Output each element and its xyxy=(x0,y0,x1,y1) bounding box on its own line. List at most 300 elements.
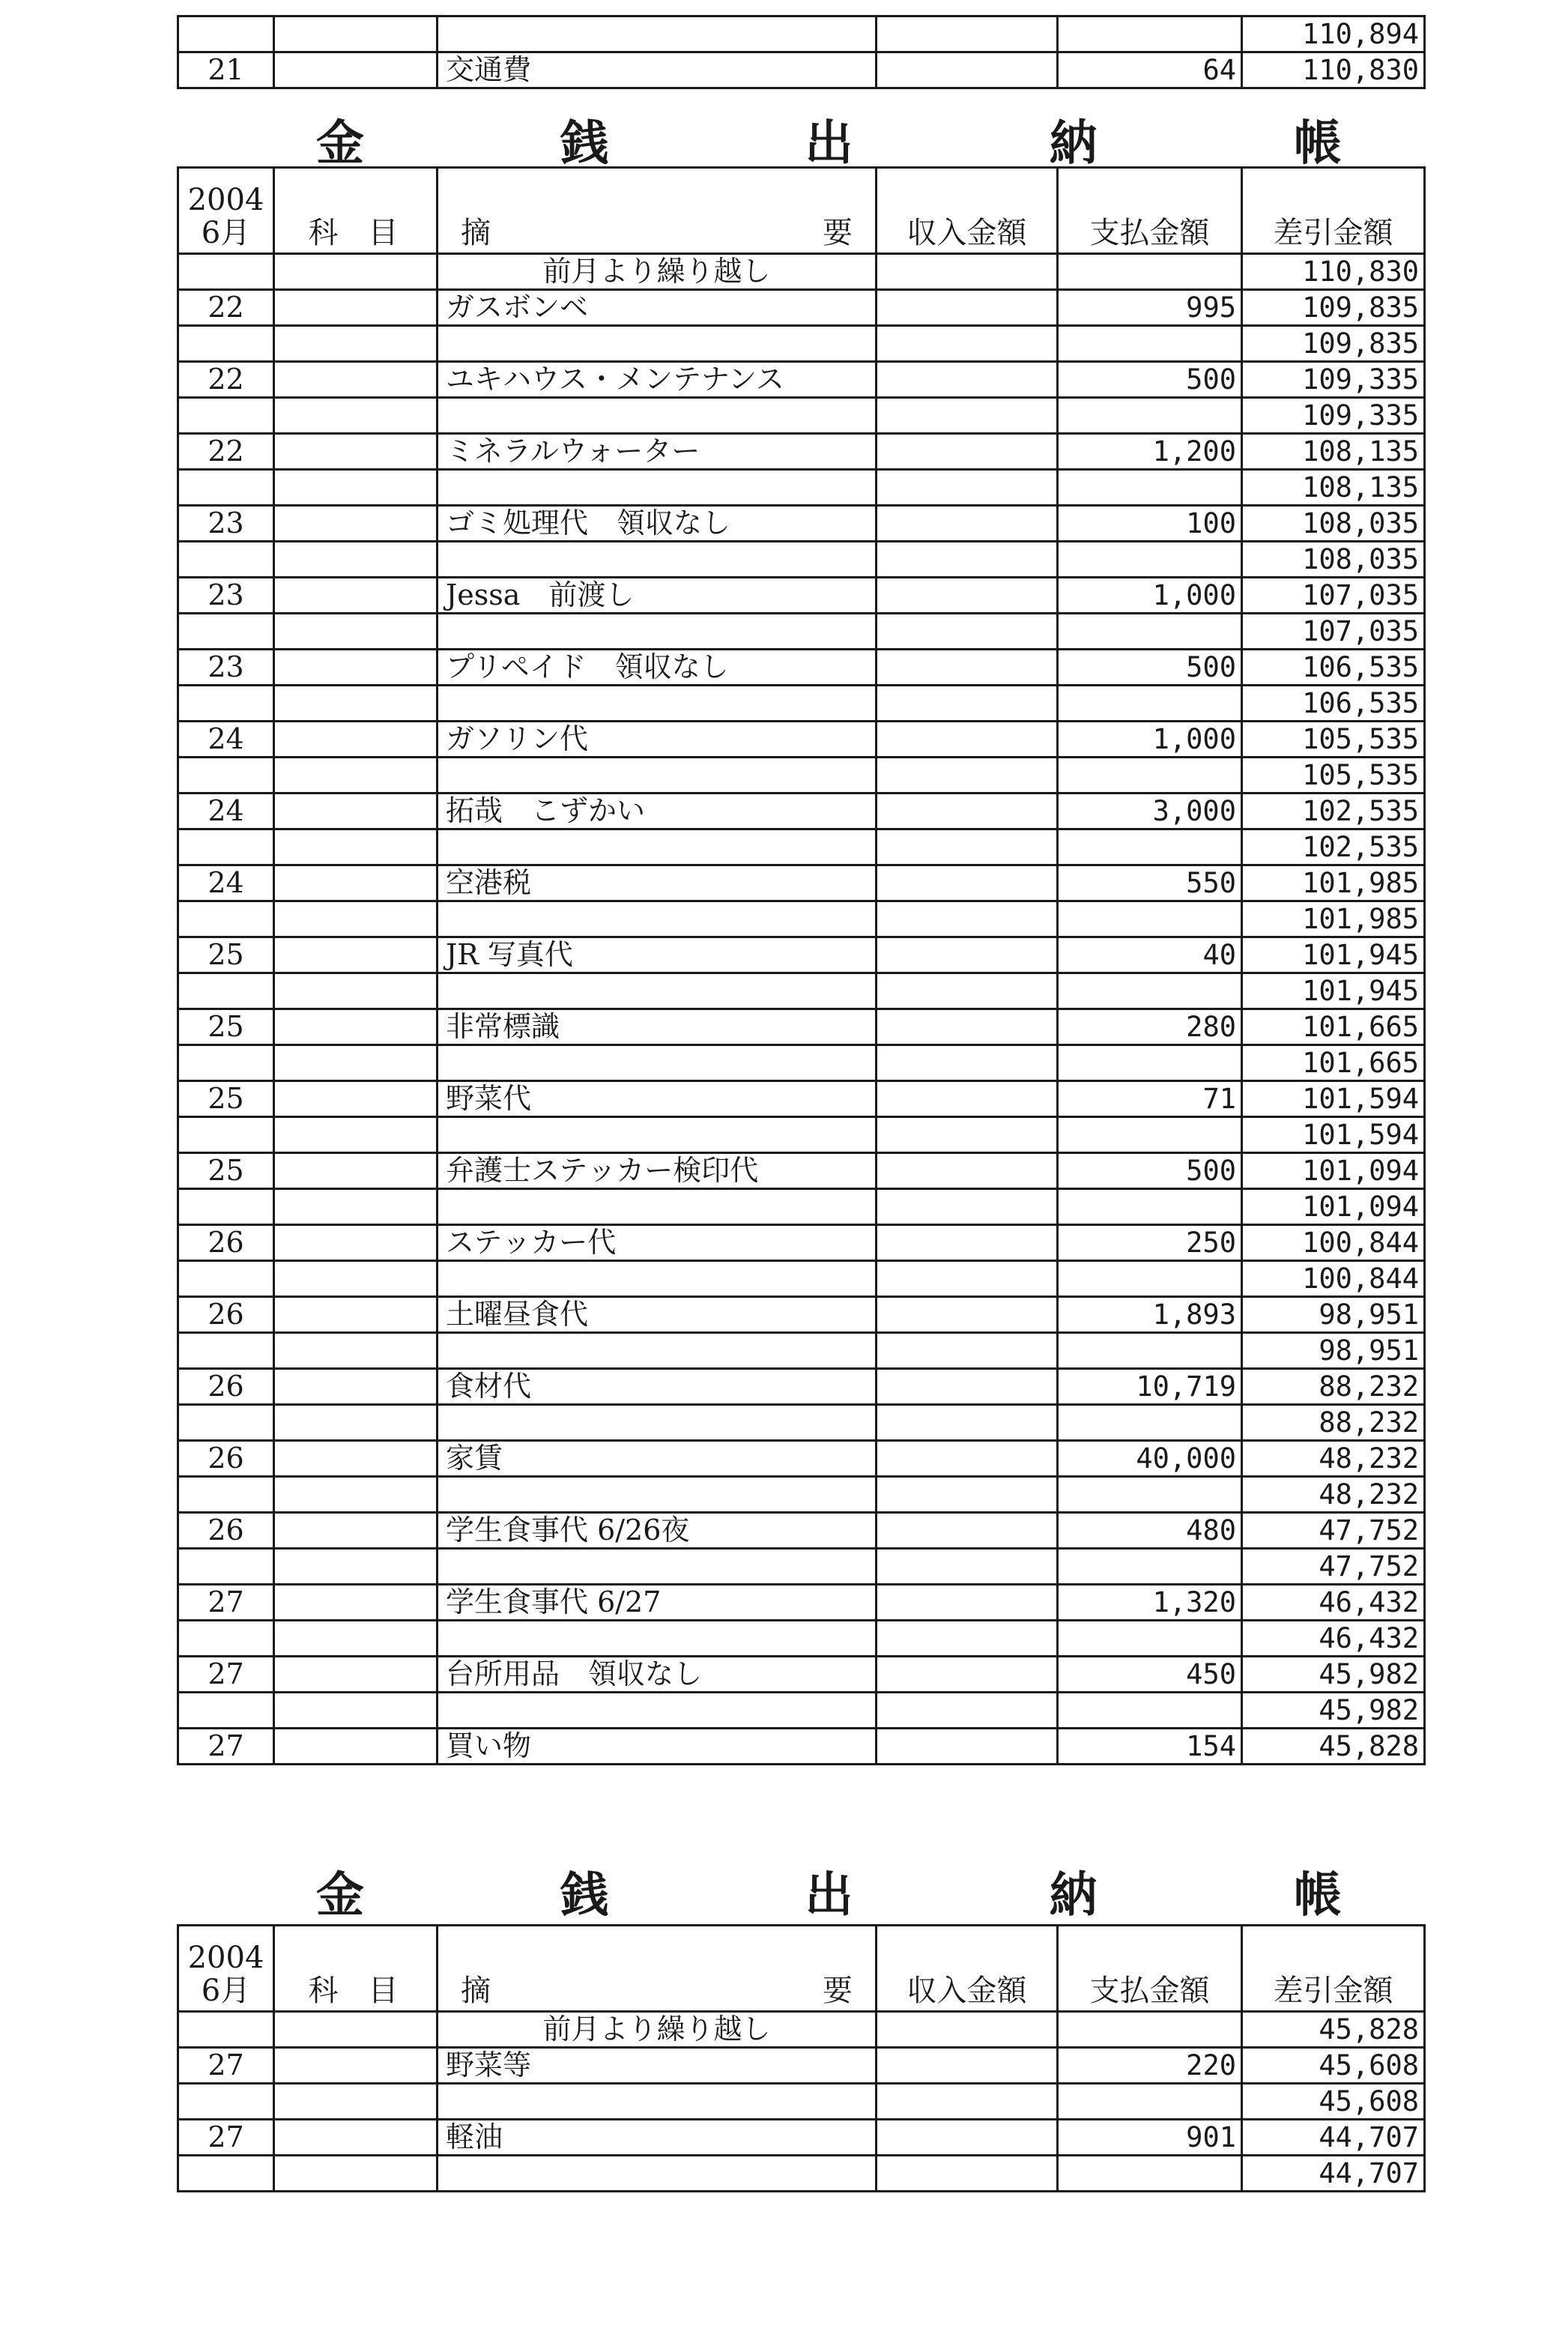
subject-cell xyxy=(274,793,438,829)
balance-cell: 101,594 xyxy=(1242,1117,1425,1153)
balance-carry-row xyxy=(178,1045,1425,1081)
expense-cell xyxy=(1058,1549,1242,1585)
expense-cell xyxy=(1058,1621,1242,1657)
income-cell xyxy=(877,1225,1058,1261)
day-cell: 24 xyxy=(178,865,274,901)
balance-carry-row xyxy=(178,1261,1425,1297)
balance-cell: 100,844 xyxy=(1242,1261,1425,1297)
day-cell: 22 xyxy=(178,434,274,470)
income-cell xyxy=(877,52,1058,88)
description-header-right: 要 xyxy=(823,1974,853,2008)
day-cell xyxy=(178,901,274,937)
subject-cell xyxy=(274,1441,438,1477)
balance-cell: 101,665 xyxy=(1242,1009,1425,1045)
subject-cell xyxy=(274,326,438,362)
subject-cell xyxy=(274,973,438,1009)
balance-cell: 108,135 xyxy=(1242,470,1425,506)
subject-header: 科目 xyxy=(274,168,438,254)
day-cell xyxy=(178,686,274,722)
day-cell xyxy=(178,1045,274,1081)
date-header xyxy=(178,1926,274,2012)
description-cell xyxy=(438,326,877,362)
month-label: 6月 xyxy=(201,1974,251,2008)
day-cell: 21 xyxy=(178,52,274,88)
income-cell xyxy=(877,398,1058,434)
balance-carry-row xyxy=(178,2156,1425,2192)
expense-cell: 3,000 xyxy=(1058,793,1242,829)
ledger-title: 金 銭 出 納 帳 xyxy=(315,1868,1432,1923)
subject-cell xyxy=(274,470,438,506)
table-row xyxy=(178,1297,1425,1333)
income-cell xyxy=(877,650,1058,686)
income-cell xyxy=(877,362,1058,398)
day-cell xyxy=(178,1261,274,1297)
balance-header: 差引金額 xyxy=(1242,1926,1425,2012)
balance-carry-row xyxy=(178,758,1425,793)
income-cell xyxy=(877,434,1058,470)
day-cell xyxy=(178,1405,274,1441)
expense-cell: 550 xyxy=(1058,865,1242,901)
balance-cell: 88,232 xyxy=(1242,1369,1425,1405)
balance-cell: 108,035 xyxy=(1242,506,1425,542)
description-cell: 食材代 xyxy=(438,1369,877,1405)
expense-cell: 450 xyxy=(1058,1657,1242,1693)
day-cell xyxy=(178,1477,274,1513)
day-cell: 26 xyxy=(178,1441,274,1477)
expense-cell: 901 xyxy=(1058,2120,1242,2156)
income-cell xyxy=(877,2156,1058,2192)
subject-cell xyxy=(274,1693,438,1729)
balance-carry-row xyxy=(178,1549,1425,1585)
income-cell xyxy=(877,1009,1058,1045)
table-row xyxy=(178,650,1425,686)
income-cell xyxy=(877,865,1058,901)
subject-cell xyxy=(274,2048,438,2084)
table-row xyxy=(178,1585,1425,1621)
income-cell xyxy=(877,901,1058,937)
subject-cell xyxy=(274,1261,438,1297)
income-cell xyxy=(877,937,1058,973)
balance-cell: 47,752 xyxy=(1242,1549,1425,1585)
balance-carry-row xyxy=(178,1405,1425,1441)
expense-cell: 500 xyxy=(1058,1153,1242,1189)
table-row xyxy=(178,290,1425,326)
subject-cell xyxy=(274,1405,438,1441)
header-row xyxy=(178,168,1425,254)
expense-cell: 1,893 xyxy=(1058,1297,1242,1333)
expense-cell: 1,000 xyxy=(1058,722,1242,758)
subject-cell xyxy=(274,1081,438,1117)
expense-cell xyxy=(1058,758,1242,793)
income-cell xyxy=(877,16,1058,52)
description-cell: 野菜等 xyxy=(438,2048,877,2084)
subject-cell xyxy=(274,254,438,290)
balance-cell: 109,835 xyxy=(1242,290,1425,326)
expense-cell: 154 xyxy=(1058,1729,1242,1765)
income-cell xyxy=(877,1729,1058,1765)
description-cell: ガソリン代 xyxy=(438,722,877,758)
description-cell: 台所用品 領収なし xyxy=(438,1657,877,1693)
subject-cell xyxy=(274,1513,438,1549)
expense-cell xyxy=(1058,16,1242,52)
subject-cell xyxy=(274,722,438,758)
balance-cell: 46,432 xyxy=(1242,1585,1425,1621)
description-cell: 空港税 xyxy=(438,865,877,901)
subject-cell xyxy=(274,1153,438,1189)
table-row xyxy=(178,1657,1425,1693)
subject-cell xyxy=(274,1297,438,1333)
balance-cell: 106,535 xyxy=(1242,686,1425,722)
expense-cell xyxy=(1058,1405,1242,1441)
balance-cell: 101,665 xyxy=(1242,1045,1425,1081)
description-cell xyxy=(438,1693,877,1729)
day-cell: 25 xyxy=(178,1081,274,1117)
expense-cell xyxy=(1058,1045,1242,1081)
expense-cell: 1,200 xyxy=(1058,434,1242,470)
income-cell xyxy=(877,614,1058,650)
balance-cell: 44,707 xyxy=(1242,2120,1425,2156)
expense-cell xyxy=(1058,2084,1242,2120)
table-row xyxy=(178,1009,1425,1045)
day-cell xyxy=(178,470,274,506)
income-cell xyxy=(877,470,1058,506)
subject-cell xyxy=(274,901,438,937)
table-row xyxy=(178,434,1425,470)
day-cell: 23 xyxy=(178,578,274,614)
income-cell xyxy=(877,1657,1058,1693)
balance-cell: 47,752 xyxy=(1242,1513,1425,1549)
description-header-left: 摘 xyxy=(461,1974,491,2008)
income-cell xyxy=(877,1045,1058,1081)
table-row xyxy=(178,793,1425,829)
income-cell xyxy=(877,1549,1058,1585)
balance-cell: 109,335 xyxy=(1242,362,1425,398)
ledger-table-2 xyxy=(177,1924,1426,2192)
balance-cell: 88,232 xyxy=(1242,1405,1425,1441)
day-cell: 24 xyxy=(178,722,274,758)
ledger-fragment-top xyxy=(177,15,1426,89)
subject-cell xyxy=(274,865,438,901)
description-cell: 弁護士ステッカー検印代 xyxy=(438,1153,877,1189)
description-cell xyxy=(438,901,877,937)
income-cell xyxy=(877,1333,1058,1369)
income-cell xyxy=(877,1477,1058,1513)
balance-carry-row xyxy=(178,1117,1425,1153)
subject-cell xyxy=(274,2120,438,2156)
income-cell xyxy=(877,542,1058,578)
subject-cell xyxy=(274,1549,438,1585)
income-cell xyxy=(877,1585,1058,1621)
balance-carry-row xyxy=(178,686,1425,722)
balance-cell: 102,535 xyxy=(1242,793,1425,829)
subject-cell xyxy=(274,398,438,434)
subject-cell xyxy=(274,52,438,88)
table-row xyxy=(178,578,1425,614)
expense-cell xyxy=(1058,686,1242,722)
expense-cell xyxy=(1058,1117,1242,1153)
balance-cell: 101,985 xyxy=(1242,901,1425,937)
date-header xyxy=(178,168,274,254)
balance-cell: 105,535 xyxy=(1242,722,1425,758)
description-cell xyxy=(438,542,877,578)
description-cell: ミネラルウォーター xyxy=(438,434,877,470)
balance-carry-row xyxy=(178,901,1425,937)
subject-cell xyxy=(274,758,438,793)
balance-cell: 110,830 xyxy=(1242,254,1425,290)
balance-cell: 45,828 xyxy=(1242,1729,1425,1765)
description-cell: 家賃 xyxy=(438,1441,877,1477)
table-row xyxy=(178,1729,1425,1765)
balance-carry-row xyxy=(178,326,1425,362)
day-cell xyxy=(178,398,274,434)
day-cell: 26 xyxy=(178,1297,274,1333)
description-cell xyxy=(438,16,877,52)
balance-carry-row xyxy=(178,470,1425,506)
income-cell xyxy=(877,290,1058,326)
balance-cell: 100,844 xyxy=(1242,1225,1425,1261)
balance-carry-row xyxy=(178,829,1425,865)
description-header xyxy=(438,168,877,254)
income-cell xyxy=(877,793,1058,829)
balance-cell: 48,232 xyxy=(1242,1441,1425,1477)
ledger-title: 金 銭 出 納 帳 xyxy=(315,116,1432,172)
expense-cell xyxy=(1058,470,1242,506)
year-label: 2004 xyxy=(187,183,264,217)
table-row xyxy=(178,722,1425,758)
subject-cell xyxy=(274,2156,438,2192)
description-cell xyxy=(438,2156,877,2192)
subject-cell xyxy=(274,1585,438,1621)
description-cell xyxy=(438,1261,877,1297)
day-cell xyxy=(178,1333,274,1369)
expense-cell: 100 xyxy=(1058,506,1242,542)
balance-cell: 98,951 xyxy=(1242,1333,1425,1369)
subject-cell xyxy=(274,1333,438,1369)
day-cell xyxy=(178,973,274,1009)
subject-cell xyxy=(274,16,438,52)
balance-carry-row xyxy=(178,1333,1425,1369)
balance-cell: 110,830 xyxy=(1242,52,1425,88)
balance-header: 差引金額 xyxy=(1242,168,1425,254)
subject-cell xyxy=(274,1477,438,1513)
description-cell xyxy=(438,1045,877,1081)
table-row xyxy=(178,1153,1425,1189)
description-cell: ユキハウス・メンテナンス xyxy=(438,362,877,398)
day-cell xyxy=(178,1549,274,1585)
day-cell xyxy=(178,1621,274,1657)
table-row xyxy=(178,865,1425,901)
income-cell xyxy=(877,1081,1058,1117)
income-cell xyxy=(877,829,1058,865)
description-cell: 土曜昼食代 xyxy=(438,1297,877,1333)
day-cell xyxy=(178,758,274,793)
subject-cell xyxy=(274,1657,438,1693)
header-row xyxy=(178,1926,1425,2012)
expense-cell xyxy=(1058,2012,1242,2048)
expense-cell: 250 xyxy=(1058,1225,1242,1261)
table-row xyxy=(178,1081,1425,1117)
expense-cell xyxy=(1058,326,1242,362)
expense-cell xyxy=(1058,901,1242,937)
subject-header: 科目 xyxy=(274,1926,438,2012)
balance-carry-row xyxy=(178,1693,1425,1729)
description-cell xyxy=(438,1405,877,1441)
subject-cell xyxy=(274,506,438,542)
expense-header: 支払金額 xyxy=(1058,1926,1242,2012)
expense-cell xyxy=(1058,829,1242,865)
balance-cell: 101,945 xyxy=(1242,937,1425,973)
day-cell xyxy=(178,326,274,362)
expense-cell xyxy=(1058,542,1242,578)
balance-carry-row xyxy=(178,973,1425,1009)
day-cell xyxy=(178,542,274,578)
balance-cell: 101,594 xyxy=(1242,1081,1425,1117)
description-cell: Jessa 前渡し xyxy=(438,578,877,614)
expense-cell: 280 xyxy=(1058,1009,1242,1045)
description-cell: プリペイド 領収なし xyxy=(438,650,877,686)
subject-cell xyxy=(274,650,438,686)
table-row xyxy=(178,1441,1425,1477)
day-cell: 27 xyxy=(178,1657,274,1693)
expense-cell: 500 xyxy=(1058,362,1242,398)
income-header: 収入金額 xyxy=(877,168,1058,254)
income-cell xyxy=(877,686,1058,722)
subject-cell xyxy=(274,290,438,326)
day-cell xyxy=(178,1693,274,1729)
income-header: 収入金額 xyxy=(877,1926,1058,2012)
balance-cell: 45,982 xyxy=(1242,1693,1425,1729)
description-cell: ゴミ処理代 領収なし xyxy=(438,506,877,542)
description-cell: 野菜代 xyxy=(438,1081,877,1117)
subject-cell xyxy=(274,1117,438,1153)
income-cell xyxy=(877,1369,1058,1405)
day-cell: 27 xyxy=(178,2120,274,2156)
description-cell xyxy=(438,1117,877,1153)
income-cell xyxy=(877,506,1058,542)
day-cell: 27 xyxy=(178,1729,274,1765)
subject-cell xyxy=(274,2012,438,2048)
day-cell xyxy=(178,254,274,290)
description-cell xyxy=(438,1477,877,1513)
description-cell xyxy=(438,1549,877,1585)
balance-cell: 105,535 xyxy=(1242,758,1425,793)
expense-cell: 480 xyxy=(1058,1513,1242,1549)
table-row xyxy=(178,1369,1425,1405)
expense-cell: 1,000 xyxy=(1058,578,1242,614)
balance-carry-row xyxy=(178,542,1425,578)
income-cell xyxy=(877,1405,1058,1441)
subject-cell xyxy=(274,542,438,578)
day-cell: 25 xyxy=(178,1153,274,1189)
expense-cell: 995 xyxy=(1058,290,1242,326)
carry-over-label: 前月より繰り越し xyxy=(438,2012,877,2048)
expense-cell xyxy=(1058,973,1242,1009)
balance-cell: 108,035 xyxy=(1242,542,1425,578)
income-cell xyxy=(877,1621,1058,1657)
description-cell: 拓哉 こずかい xyxy=(438,793,877,829)
description-cell: 学生食事代 6/26夜 xyxy=(438,1513,877,1549)
expense-cell: 71 xyxy=(1058,1081,1242,1117)
balance-cell: 45,608 xyxy=(1242,2048,1425,2084)
description-cell xyxy=(438,398,877,434)
balance-cell: 48,232 xyxy=(1242,1477,1425,1513)
balance-cell: 44,707 xyxy=(1242,2156,1425,2192)
expense-cell xyxy=(1058,614,1242,650)
description-cell xyxy=(438,973,877,1009)
balance-cell: 45,608 xyxy=(1242,2084,1425,2120)
day-cell: 22 xyxy=(178,290,274,326)
subject-cell xyxy=(274,1189,438,1225)
balance-cell: 101,985 xyxy=(1242,865,1425,901)
subject-cell xyxy=(274,614,438,650)
expense-cell xyxy=(1058,254,1242,290)
description-cell xyxy=(438,686,877,722)
balance-carry-row xyxy=(178,2084,1425,2120)
subject-cell xyxy=(274,578,438,614)
income-cell xyxy=(877,578,1058,614)
income-cell xyxy=(877,2048,1058,2084)
day-cell: 23 xyxy=(178,506,274,542)
description-cell: JR 写真代 xyxy=(438,937,877,973)
balance-cell: 101,094 xyxy=(1242,1153,1425,1189)
expense-header: 支払金額 xyxy=(1058,168,1242,254)
table-row xyxy=(178,1225,1425,1261)
day-cell: 26 xyxy=(178,1513,274,1549)
description-cell: 非常標識 xyxy=(438,1009,877,1045)
day-cell xyxy=(178,16,274,52)
balance-carry-row xyxy=(178,1621,1425,1657)
balance-carry-row xyxy=(178,398,1425,434)
description-header-left: 摘 xyxy=(461,216,491,250)
income-cell xyxy=(877,758,1058,793)
day-cell: 22 xyxy=(178,362,274,398)
description-header xyxy=(438,1926,877,2012)
expense-cell xyxy=(1058,1693,1242,1729)
expense-cell xyxy=(1058,1261,1242,1297)
year-label: 2004 xyxy=(187,1941,264,1975)
day-cell: 25 xyxy=(178,937,274,973)
month-label: 6月 xyxy=(201,216,251,250)
balance-cell: 106,535 xyxy=(1242,650,1425,686)
income-cell xyxy=(877,1513,1058,1549)
day-cell xyxy=(178,1189,274,1225)
day-cell: 27 xyxy=(178,2048,274,2084)
ledger-table-1 xyxy=(177,166,1426,1765)
income-cell xyxy=(877,1153,1058,1189)
balance-cell: 45,828 xyxy=(1242,2012,1425,2048)
balance-carry-row xyxy=(178,1477,1425,1513)
balance-cell: 46,432 xyxy=(1242,1621,1425,1657)
income-cell xyxy=(877,326,1058,362)
carry-over-row xyxy=(178,2012,1425,2048)
description-cell xyxy=(438,1189,877,1225)
expense-cell xyxy=(1058,1477,1242,1513)
expense-cell: 500 xyxy=(1058,650,1242,686)
description-cell: 買い物 xyxy=(438,1729,877,1765)
income-cell xyxy=(877,1189,1058,1225)
day-cell: 24 xyxy=(178,793,274,829)
balance-carry-row xyxy=(178,1189,1425,1225)
income-cell xyxy=(877,1693,1058,1729)
subject-cell xyxy=(274,1621,438,1657)
day-cell: 23 xyxy=(178,650,274,686)
income-cell xyxy=(877,1297,1058,1333)
description-cell xyxy=(438,614,877,650)
balance-cell: 101,945 xyxy=(1242,973,1425,1009)
expense-cell xyxy=(1058,1333,1242,1369)
expense-cell xyxy=(1058,2156,1242,2192)
expense-cell: 220 xyxy=(1058,2048,1242,2084)
